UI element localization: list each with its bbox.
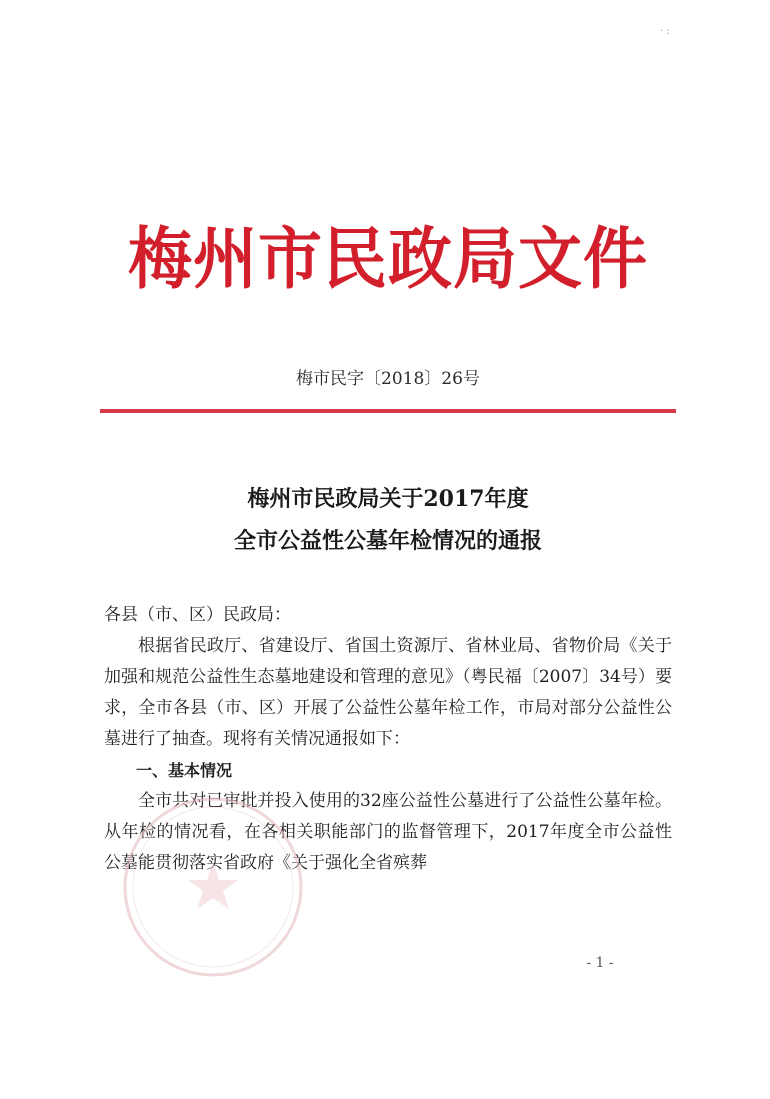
title-line-1: 梅州市民政局关于2017年度: [247, 486, 529, 512]
document-number: 梅市民字〔2018〕26号: [296, 369, 480, 389]
section-1-paragraph: 全市共对已审批并投入使用的32座公益性公墓进行了公益性公墓年检。从年检的情况看，在各相关职能部门的监督管理下，2017年度全市公益性公墓能贯彻落实省政府《关于强化全省殡葬: [104, 791, 672, 873]
red-divider-line: [100, 409, 676, 413]
scan-mark: · :: [660, 26, 670, 37]
page-number: - 1 -: [586, 955, 614, 971]
intro-paragraph: 根据省民政厅、省建设厅、省国土资源厅、省林业局、省物价局《关于加强和规范公益性生态墓地建设和管理的意见》（粤民福〔2007〕34号）要求，全市各县（市、区）开展了公益性公墓年检工作，市局对部分公益性公墓进行了抽查。现将有关情况通报如下：: [104, 636, 672, 749]
section-heading-basic-info: 一、基本情况: [136, 761, 233, 780]
document-title: [100, 481, 676, 565]
title-line-2: 全市公益性公墓年检情况的通报: [233, 528, 542, 554]
document-body: [104, 600, 672, 879]
masthead-title: 梅州市民政局文件: [128, 220, 648, 299]
salutation: 各县（市、区）民政局：: [104, 605, 291, 625]
